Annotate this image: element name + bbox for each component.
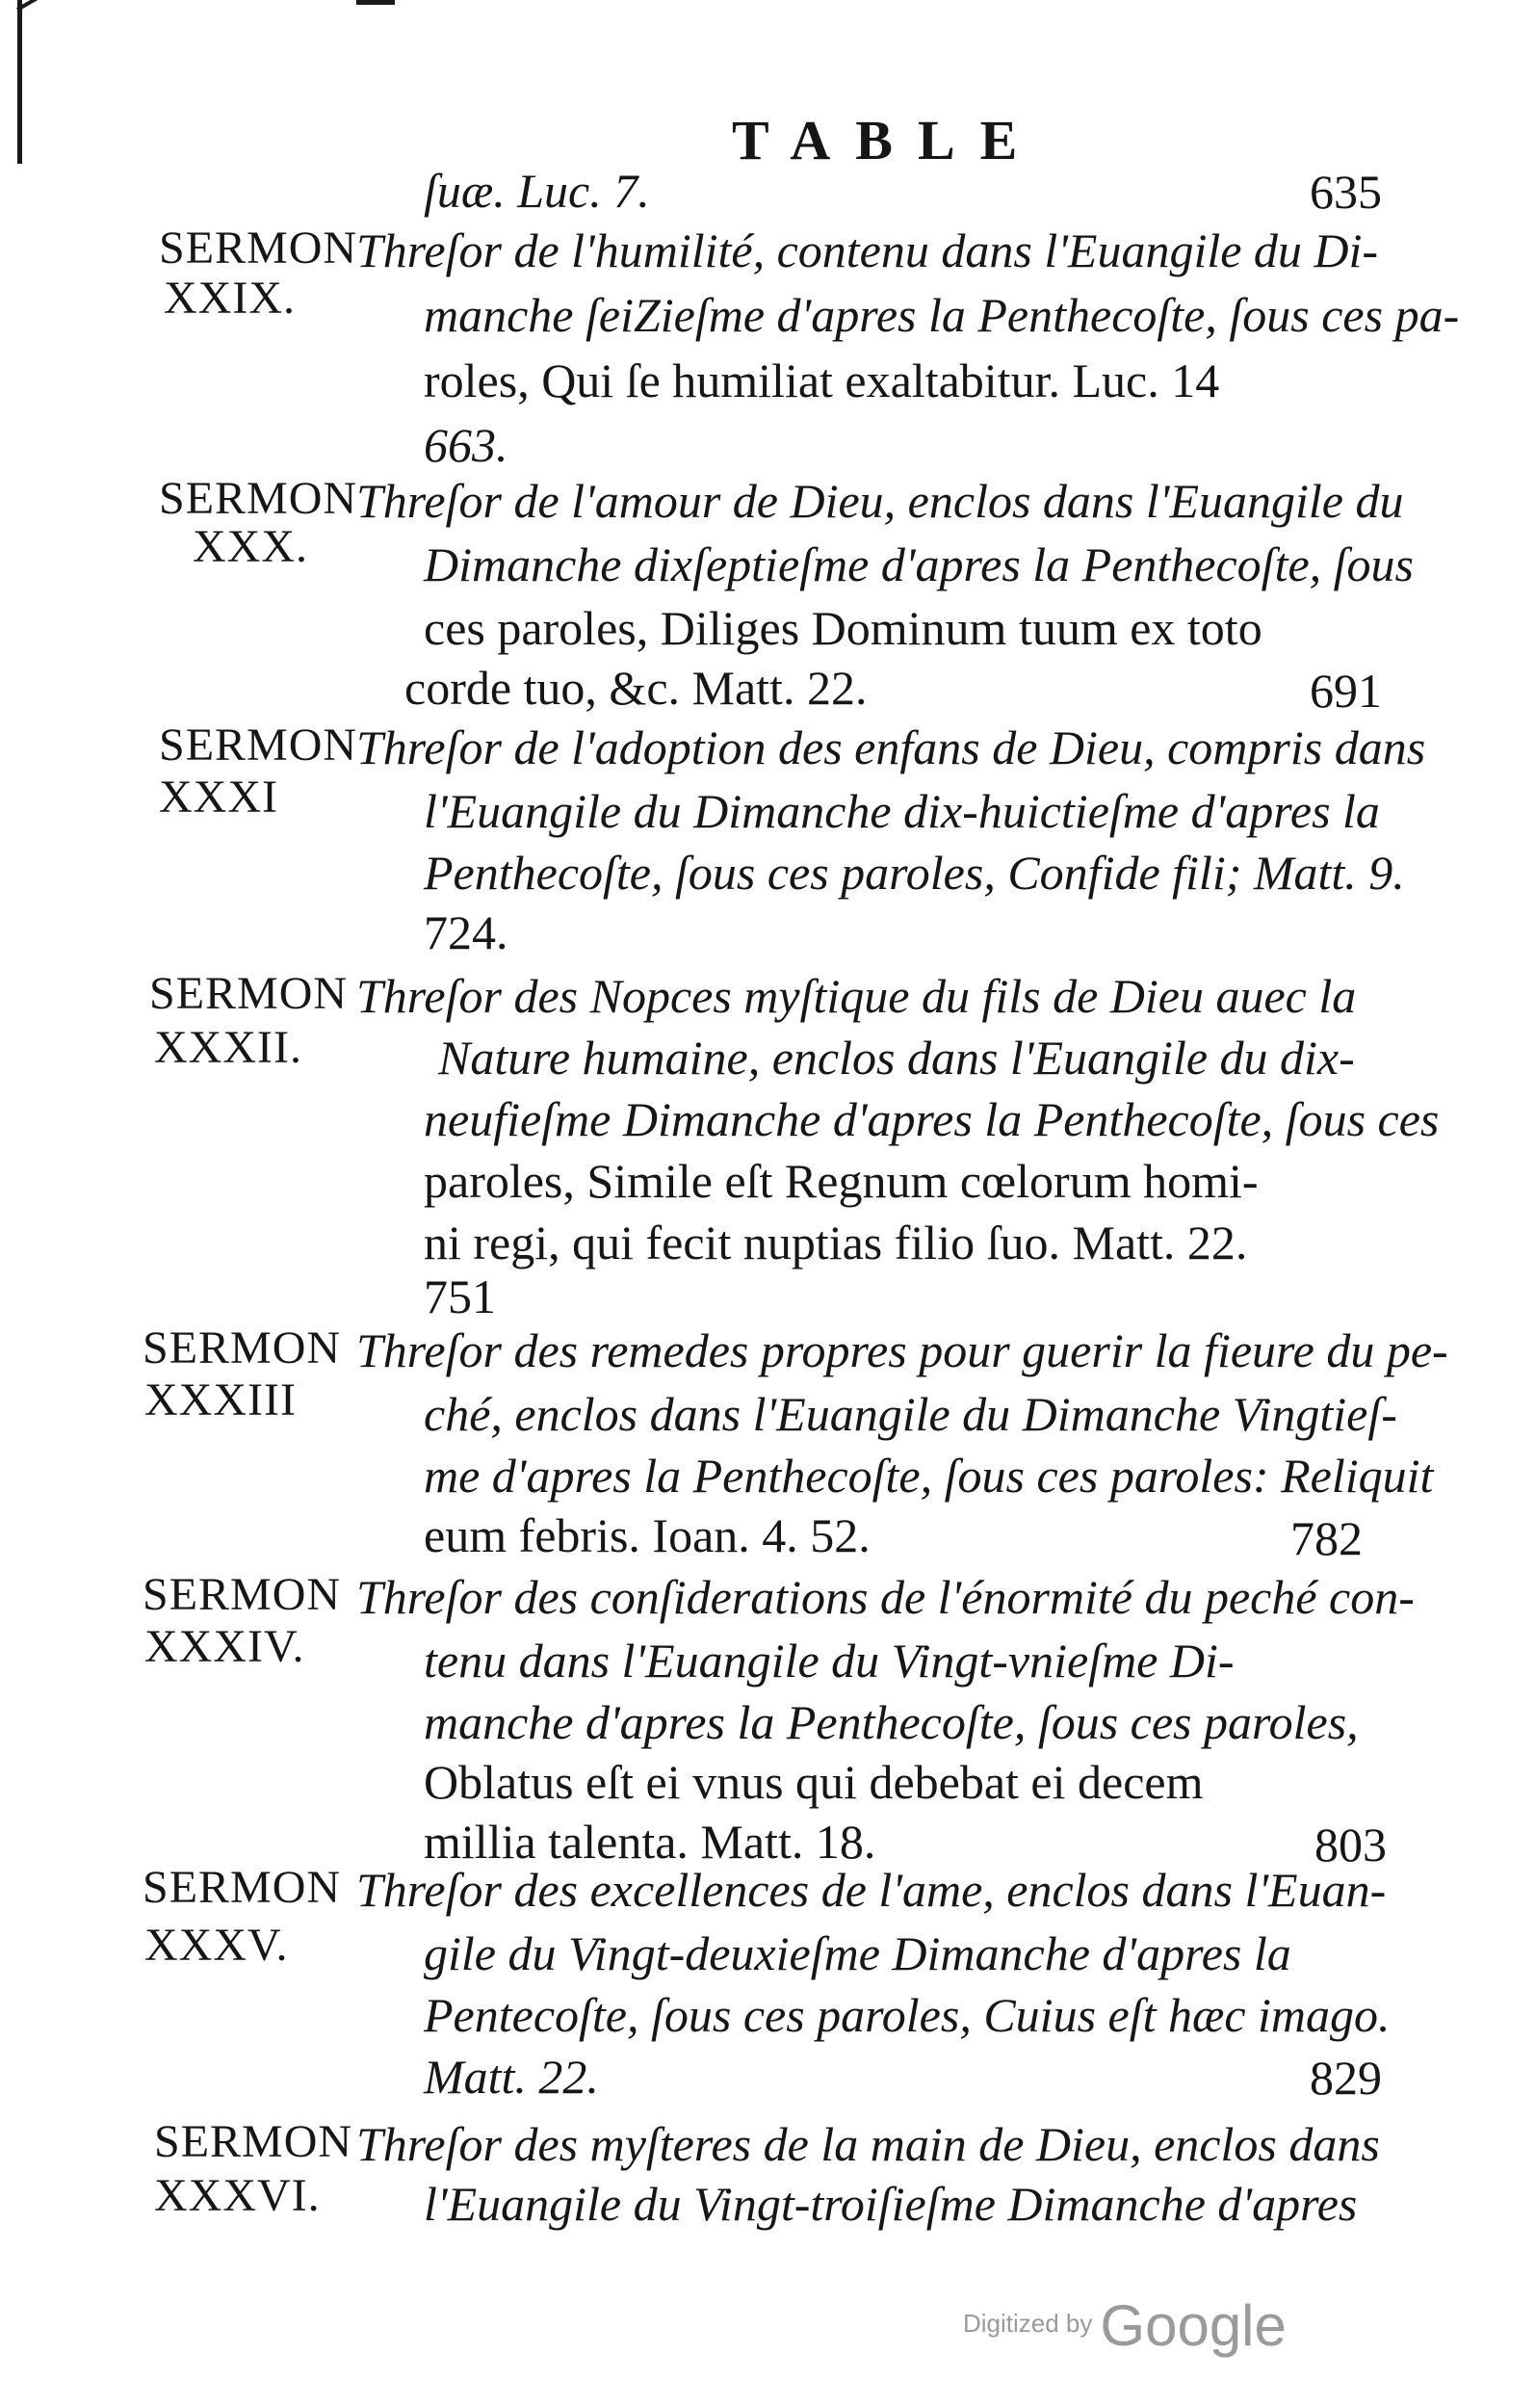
entry-text: Threſor de l'adoption des enfans de Dieu, compris dans [356, 720, 1426, 774]
digitized-by-watermark [963, 2292, 1287, 2359]
entry-text: Threſor des remedes propres pour guerir la fieure du pe- [356, 1323, 1448, 1377]
entry-text: l'Euangile du Dimanche dix-huictieſme d'apres la [424, 784, 1380, 838]
entry-text: gile du Vingt-deuxieſme Dimanche d'apres la [424, 1926, 1291, 1980]
google-logo: Google [1100, 2293, 1287, 2358]
entry-text: Threſor des conſiderations de l'énormité du peché con- [356, 1570, 1415, 1624]
entry-text: eum febris. Ioan. 4. 52. [424, 1508, 871, 1562]
top-edge-mark [356, 0, 395, 5]
digitized-label: Digitized by [963, 2309, 1093, 2338]
page-number: 751 [424, 1269, 496, 1323]
sermon-label: SERMON [159, 720, 358, 771]
page-number: 782 [1290, 1511, 1363, 1565]
sermon-number: XXXII. [154, 1022, 302, 1073]
sermon-label: SERMON [143, 1862, 342, 1913]
entry-text: ni regi, qui fecit nuptias filio ſuo. Matt. 22. [424, 1216, 1248, 1269]
entry-text: neufieſme Dimanche d'apres la Penthecoſte, ſous ces [424, 1092, 1440, 1146]
page-number: 724. [424, 905, 508, 959]
entry-text: manche d'apres la Penthecoſte, ſous ces paroles, [424, 1695, 1359, 1749]
sermon-label: SERMON [149, 968, 349, 1019]
page-number: 635 [1310, 165, 1382, 219]
sermon-label: SERMON [159, 222, 358, 274]
entry-text: l'Euangile du Vingt-troiſieſme Dimanche d'apres [424, 2177, 1358, 2231]
entry-text: Threſor de l'amour de Dieu, enclos dans l'Euangile du [356, 474, 1404, 528]
entry-text: paroles, Simile eſt Regnum cœlorum homi- [424, 1154, 1259, 1208]
page-number: 691 [1310, 664, 1382, 718]
entry-text: Threſor des myſteres de la main de Dieu, enclos dans [356, 2117, 1380, 2171]
page-header: TABLE [732, 109, 1043, 171]
entry-text: Pentecoſte, ſous ces paroles, Cuius eſt hæc imago. [424, 1988, 1391, 2042]
sermon-number: XXIX. [164, 273, 296, 324]
sermon-label: SERMON [143, 1322, 342, 1374]
corner-scan-mark [17, 0, 22, 164]
page-number: 829 [1310, 2051, 1382, 2105]
entry-text: ces paroles, Diliges Dominum tuum ex toto [424, 601, 1262, 655]
entry-text: me d'apres la Penthecoſte, ſous ces paroles: Reliquit [424, 1449, 1434, 1503]
entry-text: Threſor des excellences de l'ame, enclos dans l'Euan- [356, 1863, 1387, 1917]
entry-text: manche ſeiZieſme d'apres la Penthecoſte, ſous ces pa- [424, 288, 1460, 342]
sermon-label: SERMON [154, 2116, 353, 2167]
sermon-number: XXXIII [144, 1374, 297, 1426]
corner-scan-mark [16, 0, 85, 12]
entry-text: millia talenta. Matt. 18. [424, 1815, 876, 1869]
entry-text: Oblatus eſt ei vnus qui debebat ei decem [424, 1755, 1204, 1809]
entry-text: ché, enclos dans l'Euangile du Dimanche Vingtieſ- [424, 1387, 1397, 1441]
entry-text: Threſor de l'humilité, contenu dans l'Euangile du Di- [356, 223, 1379, 277]
continued-text: ſuæ. Luc. 7. [424, 164, 650, 218]
entry-text: Nature humaine, enclos dans l'Euangile du dix- [438, 1031, 1355, 1085]
entry-text: roles, Qui ſe humiliat exaltabitur. Luc. 14 [424, 353, 1220, 407]
entry-text: Dimanche dixſeptieſme d'apres la Penthecoſte, ſous [424, 537, 1415, 591]
page-number: 663. [424, 418, 508, 472]
sermon-number: XXX. [193, 521, 308, 572]
entry-text: tenu dans l'Euangile du Vingt-vnieſme Di- [424, 1634, 1235, 1688]
entry-text: Penthecoſte, ſous ces paroles, Confide fili; Matt. 9. [424, 846, 1405, 900]
sermon-number: XXXI [159, 772, 278, 823]
sermon-number: XXXVI. [154, 2170, 321, 2221]
page-number: 803 [1314, 1818, 1387, 1871]
entry-text: Matt. 22. [424, 2050, 599, 2104]
entry-text: Threſor des Nopces myſtique du fils de Dieu auec la [356, 969, 1357, 1023]
sermon-number: XXXIV. [144, 1621, 305, 1672]
sermon-label: SERMON [159, 473, 358, 524]
sermon-number: XXXV. [144, 1920, 289, 1971]
entry-text: corde tuo, &c. Matt. 22. [404, 661, 868, 715]
sermon-label: SERMON [143, 1569, 342, 1620]
